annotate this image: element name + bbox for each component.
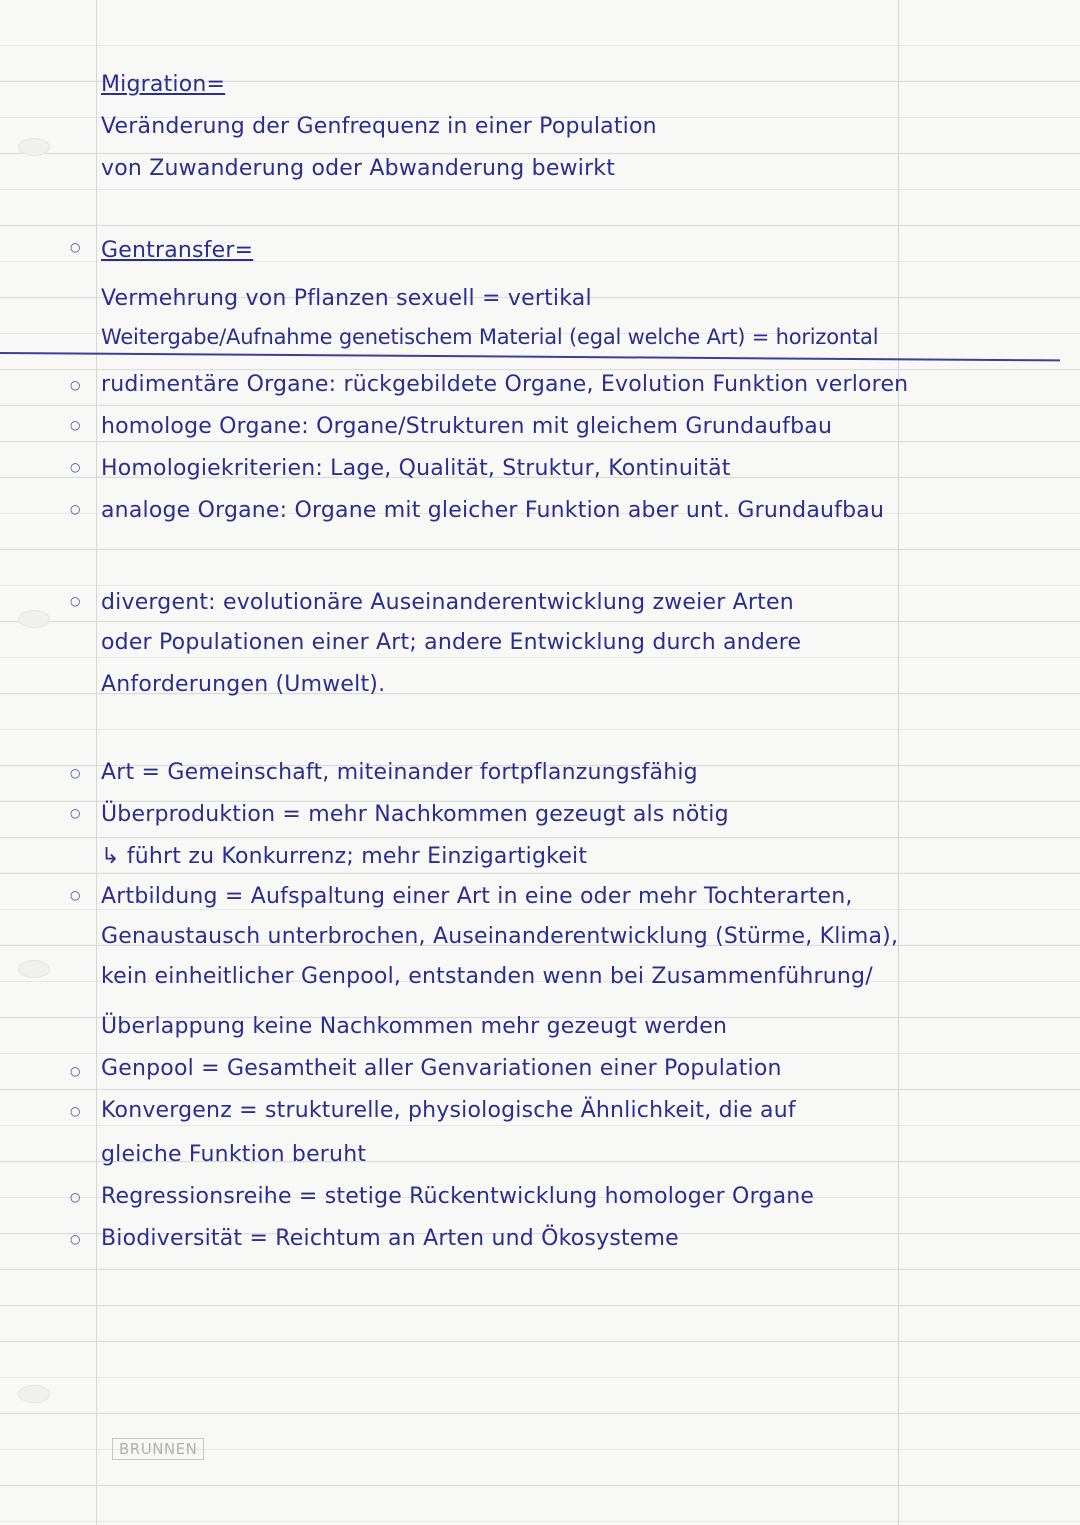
- bullet-icon: ○: [70, 1232, 81, 1246]
- punch-hole: [18, 610, 50, 628]
- term-line: Biodiversität = Reichtum an Arten und Ökosysteme: [101, 1226, 679, 1251]
- term-line: gleiche Funktion beruht: [101, 1142, 367, 1167]
- migration-line: von Zuwanderung oder Abwanderung bewirkt: [101, 156, 616, 181]
- punch-hole: [18, 1385, 50, 1403]
- term-line: Genpool = Gesamtheit aller Genvariationen einer Population: [101, 1056, 782, 1081]
- bullet-icon: ○: [70, 378, 81, 392]
- organ-item: analoge Organe: Organe mit gleicher Funktion aber unt. Grundaufbau: [101, 498, 885, 523]
- bullet-icon: ○: [70, 418, 81, 432]
- divergent-line: oder Populationen einer Art; andere Entwicklung durch andere: [101, 630, 802, 655]
- gentransfer-line: Weitergabe/Aufnahme genetischem Material (egal welche Art) = horizontal: [101, 325, 879, 349]
- migration-heading: Migration=: [101, 72, 226, 97]
- organ-item: rudimentäre Organe: rückgebildete Organe, Evolution Funktion verloren: [101, 372, 909, 397]
- term-line: Konvergenz = strukturelle, physiologische Ähnlichkeit, die auf: [101, 1098, 796, 1123]
- divergent-line: divergent: evolutionäre Auseinanderentwicklung zweier Arten: [101, 590, 794, 615]
- punch-hole: [18, 138, 50, 156]
- section-divider: [0, 352, 1060, 361]
- term-line: Überlappung keine Nachkommen mehr gezeugt werden: [101, 1014, 728, 1039]
- bullet-icon: ○: [70, 594, 81, 608]
- bullet-icon: ○: [70, 1104, 81, 1118]
- divergent-line: Anforderungen (Umwelt).: [101, 672, 386, 697]
- bullet-icon: ○: [70, 1190, 81, 1204]
- organ-item: homologe Organe: Organe/Strukturen mit gleichem Grundaufbau: [101, 414, 833, 439]
- left-margin-line: [96, 0, 97, 1525]
- brand-logo: BRUNNEN: [112, 1438, 204, 1460]
- term-line: ↳ führt zu Konkurrenz; mehr Einzigartigkeit: [101, 844, 588, 869]
- bullet-icon: ○: [70, 806, 81, 820]
- right-margin-line: [898, 0, 899, 1525]
- term-line: Genaustausch unterbrochen, Auseinanderentwicklung (Stürme, Klima),: [101, 924, 899, 949]
- bullet-icon: ○: [70, 766, 81, 780]
- gentransfer-heading: Gentransfer=: [101, 238, 254, 263]
- bullet-icon: ○: [70, 888, 81, 902]
- term-line: Überproduktion = mehr Nachkommen gezeugt als nötig: [101, 802, 729, 827]
- gentransfer-line: Vermehrung von Pflanzen sexuell = vertikal: [101, 286, 592, 311]
- bullet-icon: ○: [70, 460, 81, 474]
- punch-hole: [18, 960, 50, 978]
- organ-item: Homologiekriterien: Lage, Qualität, Struktur, Kontinuität: [101, 456, 731, 481]
- bullet-icon: ○: [70, 240, 81, 254]
- term-line: Artbildung = Aufspaltung einer Art in eine oder mehr Tochterarten,: [101, 884, 853, 909]
- bullet-icon: ○: [70, 502, 81, 516]
- term-line: Regressionsreihe = stetige Rückentwicklung homologer Organe: [101, 1184, 815, 1209]
- migration-line: Veränderung der Genfrequenz in einer Population: [101, 114, 657, 139]
- term-line: kein einheitlicher Genpool, entstanden wenn bei Zusammenführung/: [101, 964, 873, 989]
- bullet-icon: ○: [70, 1064, 81, 1078]
- term-line: Art = Gemeinschaft, miteinander fortpflanzungsfähig: [101, 760, 698, 785]
